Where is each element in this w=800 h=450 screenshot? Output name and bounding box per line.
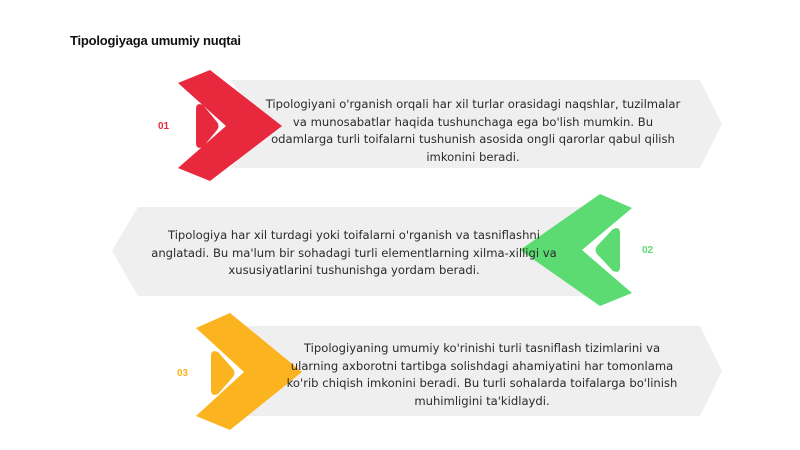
item-3-text: Tipologiyaning umumiy ko'rinishi turli tasniflash tizimlarini va ularning axborotni tartibga solishdagi ahamiyatini har tomonlama ko'rib chiqish imkonini beradi. Bu turli sohalarda toifalarga bo'linish muhimligini ta'kidlaydi. [286, 341, 678, 408]
item-3-number: 03 [177, 368, 189, 379]
item-1-number: 01 [158, 121, 170, 132]
item-2-text: Tipologiya har xil turdagi yoki toifalarni o'rganish va tasniflashni anglatadi. Bu ma'lum bir sohadagi turli elementlarning xilma-xilligi va xususiyatlarini tushunishga yordam beradi. [151, 228, 557, 277]
item-2-number: 02 [642, 245, 654, 256]
item-1-text: Tipologiyani o'rganish orqali har xil turlar orasidagi naqshlar, tuzilmalar va munosabatlar haqida tushunchaga ega bo'lish mumkin. Bu odamlarga turli toifalarni tushunish asosida ongli qarorlar qabul qilish imkonini beradi. [265, 97, 681, 164]
slide-title: Tipologiyaga umumiy nuqtai [70, 33, 241, 48]
